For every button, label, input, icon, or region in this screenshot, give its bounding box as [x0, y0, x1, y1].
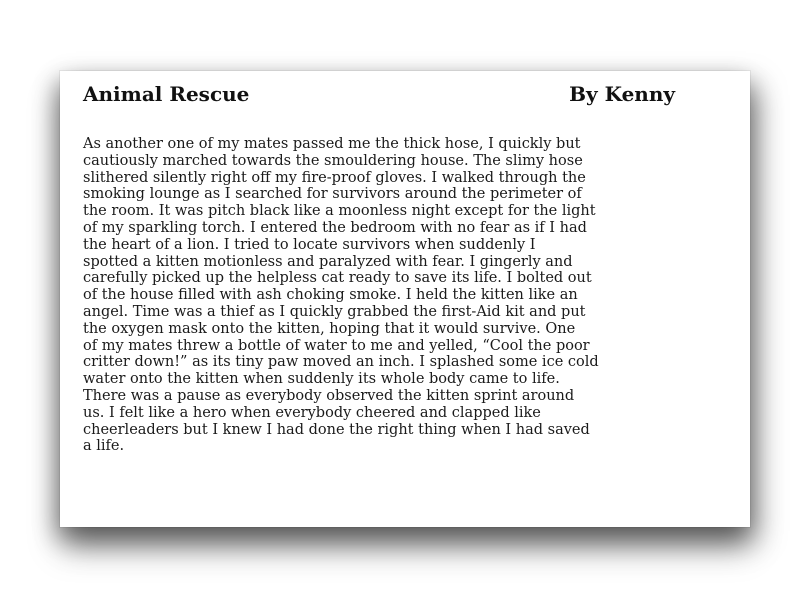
story-line: water onto the kitten when suddenly its whole body came to life. [83, 371, 560, 388]
story-body [83, 136, 723, 455]
story-line: the room. It was pitch black like a moonless night except for the light [83, 203, 596, 220]
story-card [60, 71, 750, 527]
story-line: critter down!” as its tiny paw moved an inch. I splashed some ice cold [83, 354, 599, 371]
story-line: There was a pause as everybody observed the kitten sprint around [83, 387, 575, 404]
story-line: As another one of my mates passed me the thick hose, I quickly but [83, 136, 581, 152]
story-line: of my sparkling torch. I entered the bedroom with no fear as if I had [83, 219, 587, 236]
story-line: the heart of a lion. I tried to locate survivors when suddenly I [83, 236, 536, 253]
story-line: carefully picked up the helpless cat ready to save its life. I bolted out [83, 270, 592, 287]
story-line: a life. [83, 438, 125, 455]
story-header [83, 80, 675, 108]
story-title: Animal Rescue [83, 82, 250, 106]
story-line: slithered silently right off my fire-proof gloves. I walked through the [83, 169, 586, 186]
story-line: spotted a kitten motionless and paralyzed with fear. I gingerly and [83, 253, 573, 270]
story-line: us. I felt like a hero when everybody cheered and clapped like [83, 404, 541, 421]
story-line: smoking lounge as I searched for survivors around the perimeter of [83, 186, 582, 203]
story-author: By Kenny [569, 82, 675, 106]
story-line: of the house filled with ash choking smoke. I held the kitten like an [83, 287, 578, 304]
story-line: cheerleaders but I knew I had done the right thing when I had saved [83, 421, 590, 438]
story-line: of my mates threw a bottle of water to me and yelled, “Cool the poor [83, 337, 590, 354]
story-line: angel. Time was a thief as I quickly grabbed the first-Aid kit and put [83, 303, 586, 320]
story-line: cautiously marched towards the smouldering house. The slimy hose [83, 152, 583, 169]
story-line: the oxygen mask onto the kitten, hoping that it would survive. One [83, 320, 576, 337]
